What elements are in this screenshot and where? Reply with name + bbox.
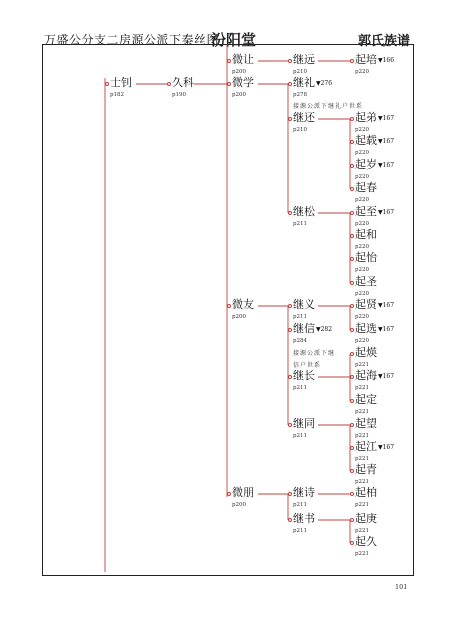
person-name (355, 159, 394, 172)
page-reference: p190 (172, 92, 187, 98)
person-name-text: 起培 (355, 53, 377, 66)
node-connector-dot (350, 257, 354, 261)
page-reference: p220 (355, 221, 370, 227)
page-reference: p220 (355, 197, 370, 203)
node-connector-dot (350, 140, 354, 144)
person-name-text: 起圣 (355, 275, 377, 288)
person-name-text: 起选 (355, 322, 377, 335)
page-reference: p211 (293, 314, 308, 320)
page-number: 101 (395, 583, 408, 591)
node-connector-dot (350, 399, 354, 403)
page-reference: p220 (355, 69, 370, 75)
node-connector-dot (350, 211, 354, 215)
node-connector-dot (350, 492, 354, 496)
person-name (232, 54, 254, 66)
continuation-ref: ▼166 (378, 57, 395, 64)
continuation-ref: ▼167 (378, 373, 395, 380)
person-name (293, 487, 315, 499)
node-connector-dot (105, 82, 109, 86)
continuation-ref: ▼167 (378, 302, 395, 309)
person-name (355, 418, 377, 430)
person-name-text: 继还 (293, 111, 315, 124)
person-name (355, 513, 377, 525)
page-reference: p221 (355, 362, 370, 368)
person-name-text: 起久 (355, 535, 377, 548)
person-name (293, 206, 315, 218)
person-name (355, 229, 377, 241)
person-name (355, 54, 394, 67)
node-connector-dot (288, 328, 292, 332)
node-connector-dot (350, 117, 354, 121)
continuation-ref: ▼167 (378, 162, 395, 169)
node-connector-dot (288, 211, 292, 215)
page-reference: p220 (355, 174, 370, 180)
person-name-text: 起青 (355, 463, 377, 476)
node-connector-dot (227, 59, 231, 63)
page-reference: p284 (293, 338, 308, 344)
page-reference: p221 (355, 409, 370, 415)
person-name-text: 起庚 (355, 512, 377, 525)
person-name-text: 继义 (293, 298, 315, 311)
person-name (355, 441, 394, 454)
continuation-ref: ▼167 (378, 326, 395, 333)
header-lineage-title: 万盛公分支二房源公派下秦丝图 (44, 33, 220, 47)
person-name (110, 77, 132, 89)
person-name (355, 299, 394, 312)
page-reference: p220 (355, 291, 370, 297)
person-name-text: 起怡 (355, 251, 377, 264)
person-name-text: 继长 (293, 369, 315, 382)
continuation-ref: ▼167 (378, 138, 395, 145)
node-connector-dot (350, 446, 354, 450)
person-name (355, 394, 377, 406)
node-connector-dot (350, 328, 354, 332)
page-reference: p200 (232, 69, 247, 75)
person-name-text: 继书 (293, 512, 315, 525)
header-hall-name: 汾阳堂 (211, 31, 257, 49)
page-reference: p200 (232, 92, 247, 98)
person-name (293, 77, 332, 90)
person-name (355, 112, 394, 125)
person-name-text: 士钊 (110, 76, 132, 89)
branch-note: 信户世系 (293, 362, 322, 369)
person-name-text: 起弟 (355, 111, 377, 124)
node-connector-dot (350, 541, 354, 545)
person-name-text: 起江 (355, 440, 377, 453)
person-name (293, 112, 315, 124)
continuation-ref: ▼276 (316, 80, 333, 87)
page-reference: p220 (355, 338, 370, 344)
node-connector-dot (288, 423, 292, 427)
node-connector-dot (288, 59, 292, 63)
continuation-ref: ▼282 (316, 326, 333, 333)
person-name (355, 370, 394, 383)
continuation-ref: ▼167 (378, 115, 395, 122)
person-name-text: 起岁 (355, 158, 377, 171)
node-connector-dot (288, 492, 292, 496)
person-name-text: 起载 (355, 134, 377, 147)
person-name (355, 487, 377, 499)
page-reference: p221 (355, 528, 370, 534)
continuation-ref: ▼167 (378, 444, 395, 451)
person-name-text: 起贤 (355, 298, 377, 311)
node-connector-dot (350, 187, 354, 191)
person-name-text: 微让 (232, 53, 254, 66)
page-reference: p221 (355, 385, 370, 391)
node-connector-dot (227, 82, 231, 86)
person-name (172, 77, 194, 89)
branch-note: 接源公派下继 (293, 350, 336, 357)
branch-note: 接源公派下继礼户世系 (293, 103, 364, 110)
node-connector-dot (350, 304, 354, 308)
node-connector-dot (350, 164, 354, 168)
node-connector-dot (350, 469, 354, 473)
page-reference: p211 (293, 433, 308, 439)
person-name-text: 起定 (355, 393, 377, 406)
person-name-text: 起柏 (355, 486, 377, 499)
page-reference: p211 (293, 502, 308, 508)
node-connector-dot (350, 59, 354, 63)
page-reference: p221 (355, 551, 370, 557)
node-connector-dot (167, 82, 171, 86)
page-reference: p221 (355, 456, 370, 462)
person-name (232, 487, 254, 499)
person-name-text: 起海 (355, 369, 377, 382)
person-name (293, 299, 315, 311)
page-reference: p278 (293, 92, 308, 98)
person-name-text: 起至 (355, 205, 377, 218)
person-name (293, 370, 315, 382)
page-reference: p220 (355, 127, 370, 133)
node-connector-dot (350, 518, 354, 522)
node-connector-dot (350, 234, 354, 238)
header-book-title: 郭氏族谱 (357, 34, 410, 49)
node-connector-dot (288, 117, 292, 121)
page-reference: p211 (293, 221, 308, 227)
page-reference: p220 (355, 267, 370, 273)
node-connector-dot (227, 304, 231, 308)
person-name (355, 536, 377, 548)
page-reference: p200 (232, 314, 247, 320)
person-name-text: 继礼 (293, 76, 315, 89)
person-name-text: 久科 (172, 76, 194, 89)
node-connector-dot (288, 82, 292, 86)
page-reference: p182 (110, 92, 125, 98)
page-reference: p220 (355, 314, 370, 320)
person-name (293, 323, 332, 336)
person-name-text: 起望 (355, 417, 377, 430)
person-name (232, 299, 254, 311)
person-name (355, 252, 377, 264)
node-connector-dot (227, 492, 231, 496)
page-reference: p210 (293, 127, 308, 133)
person-name-text: 微朋 (232, 486, 254, 499)
page-reference: p211 (293, 528, 308, 534)
person-name (355, 347, 377, 359)
person-name (355, 182, 377, 194)
node-connector-dot (288, 518, 292, 522)
person-name-text: 继远 (293, 53, 315, 66)
person-name-text: 起煐 (355, 346, 377, 359)
person-name (355, 323, 394, 336)
person-name (293, 513, 315, 525)
page-reference: p221 (355, 479, 370, 485)
person-name-text: 继松 (293, 205, 315, 218)
page-reference: p211 (293, 385, 308, 391)
continuation-ref: ▼167 (378, 209, 395, 216)
person-name-text: 继诗 (293, 486, 315, 499)
person-name-text: 微学 (232, 76, 254, 89)
node-connector-dot (288, 375, 292, 379)
page-reference: p220 (355, 150, 370, 156)
node-connector-dot (350, 375, 354, 379)
page-reference: p221 (355, 433, 370, 439)
person-name-text: 微友 (232, 298, 254, 311)
person-name (293, 54, 315, 66)
page-reference: p200 (232, 502, 247, 508)
node-connector-dot (350, 352, 354, 356)
person-name-text: 起和 (355, 228, 377, 241)
page-reference: p221 (355, 502, 370, 508)
person-name (293, 418, 315, 430)
node-connector-dot (288, 304, 292, 308)
person-name-text: 继同 (293, 417, 315, 430)
page-reference: p210 (293, 69, 308, 75)
node-connector-dot (350, 423, 354, 427)
person-name (355, 206, 394, 219)
person-name-text: 继信 (293, 322, 315, 335)
person-name (355, 464, 377, 476)
node-connector-dot (350, 281, 354, 285)
person-name (232, 77, 254, 89)
person-name-text: 起春 (355, 181, 377, 194)
person-name (355, 276, 377, 288)
page-reference: p220 (355, 244, 370, 250)
person-name (355, 135, 394, 148)
